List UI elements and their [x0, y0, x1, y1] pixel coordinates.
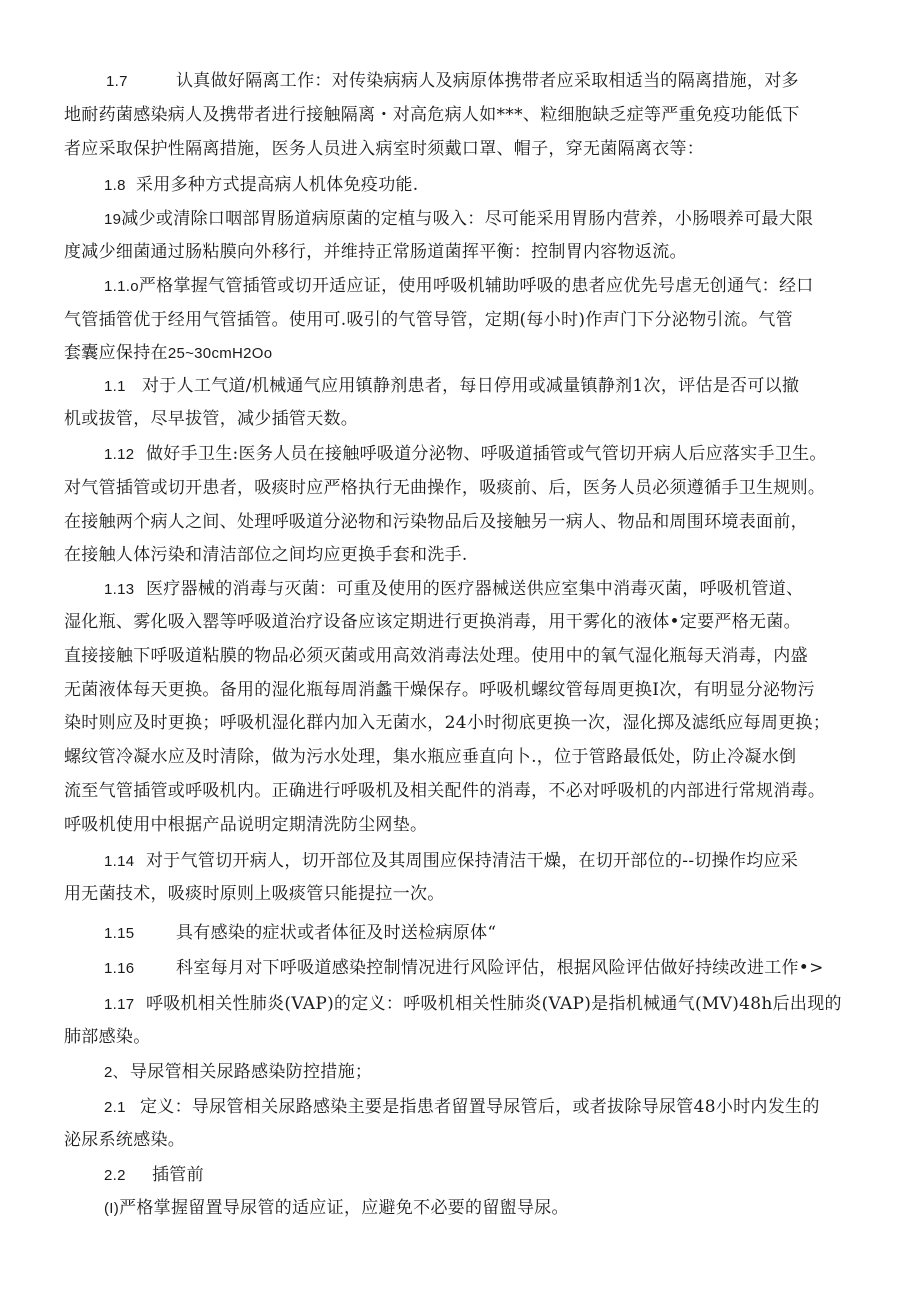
text-line: 在接触人体污染和清洁部位之间均应更换手套和洗手. [64, 545, 468, 565]
text-line: 2.2 插管前 [104, 1165, 204, 1185]
text-line: 染时则应及时更换；呼吸机湿化群内加入无菌水，24小时彻底更换一次，湿化掷及滤纸应每周更换； [64, 713, 831, 733]
text-line: 1.17 呼吸机相关性肺炎(VAP)的定义：呼吸机相关性肺炎(VAP)是指机械通气(MV)48h后出现的 [104, 994, 842, 1014]
text-line: 1.14 对于气管切开病人，切开部位及其周围应保持清洁干燥，在切开部位的--切操作均应采 [104, 851, 799, 871]
text-line: (I)严格掌握留置导尿管的适应证，应避免不必要的留盥导尿。 [104, 1198, 569, 1218]
text-line: 地耐药菌感染病人及携带者进行接触隔离・对高危病人如***、粒细胞缺乏症等严重免疫功能低下 [64, 105, 800, 125]
text-line: 直接接触下呼吸道粘膜的物品必须灭菌或用高效消毒法处理。使用中的氧气湿化瓶每天消毒，内盛 [64, 646, 808, 666]
text-line: 1.1.o严格掌握气管插管或切开适应证，使用呼吸机辅助呼吸的患者应优先号虐无创通气：经口 [104, 276, 814, 296]
text-line: 套囊应保持在25~30cmH2Oo [64, 343, 273, 363]
text-line: 呼吸机使用中根据产品说明定期清洗防尘网垫。 [64, 815, 428, 835]
text-line: 者应采取保护性隔离措施，医务人员进入病室时须戴口罩、帽子，穿无菌隔离衣等： [64, 139, 705, 159]
text-line: 对气管插管或切开患者，吸痰时应严格执行无曲操作，吸痰前、后，医务人员必须遵循手卫生规则。 [64, 478, 826, 498]
text-line: 无菌液体每天更换。备用的湿化瓶每周消蠡干燥保存。呼吸机螺纹管每周更换I次，有明显分泌物污 [64, 680, 815, 700]
text-line: 度减少细菌通过肠粘膜向外移行，并维持正常肠道菌挥平衡：控制胃内容物返流。 [64, 242, 687, 262]
text-line: 流至气管插管或呼吸机内。正确进行呼吸机及相关配件的消毒，不必对呼吸机的内部进行常规消毒。 [64, 781, 826, 801]
text-line: 1.8 采用多种方式提高病人机体免疫功能. [104, 175, 419, 195]
text-line: 在接触两个病人之间、处理呼吸道分泌物和污染物品后及接触另一病人、物品和周围环境表面前， [64, 512, 808, 532]
text-line: 2、 导尿管相关尿路感染防控措施； [104, 1062, 373, 1082]
text-line: 1.12 做好手卫生:医务人员在接触呼吸道分泌物、呼吸道插管或气管切开病人后应落实手卫生。 [104, 444, 827, 464]
text-line: 泌尿系统感染。 [64, 1130, 186, 1150]
text-line: 气管插管优于经用气管插管。使用可.吸引的气管导管，定期(每小时)作声门下分泌物引流。气管 [64, 310, 793, 330]
text-line: 螺纹管冷凝水应及时清除，做为污水处理，集水瓶应垂直向卜.，位于管路最低处，防止冷凝水倒 [64, 747, 797, 767]
text-line: 1.1 对于人工气道/机械通气应用镇静剂患者，每日停用或减量镇静剂1次，评估是否可以撤 [104, 376, 800, 396]
text-line: 19减少或清除口咽部胃肠道病原菌的定植与吸入：尽可能采用胃肠内营养，小肠喂养可最大限 [104, 209, 814, 229]
text-line: 2.1 定义：导尿管相关尿路感染主要是指患者留置导尿管后，或者拔除导尿管48小时内发生的 [104, 1097, 820, 1117]
text-line: 用无菌技术，吸痰时原则上吸痰管只能提拉一次。 [64, 884, 445, 904]
text-line: 1.15 具有感染的症状或者体征及时送检病原体“ [104, 923, 497, 943]
text-line: 1.7 认真做好隔离工作：对传染病病人及病原体携带者应采取相适当的隔离措施，对多 [106, 71, 799, 91]
text-line: 1.16 科室每月对下呼吸道感染控制情况进行风险评估，根据风险评估做好持续改进工作•> [104, 958, 824, 978]
text-line: 肺部感染。 [64, 1027, 151, 1047]
text-line: 1.13 医疗器械的消毒与灭菌：可重及使用的医疗器械送供应室集中消毒灭菌，呼吸机管道、 [104, 579, 804, 599]
text-line: 湿化瓶、雾化吸入罂等呼吸道治疗设备应该定期进行更换消毒，用干雾化的液体•定要严格无菌。 [64, 612, 801, 632]
text-line: 机或拔管，尽早拔管，减少插管天数。 [64, 409, 359, 429]
